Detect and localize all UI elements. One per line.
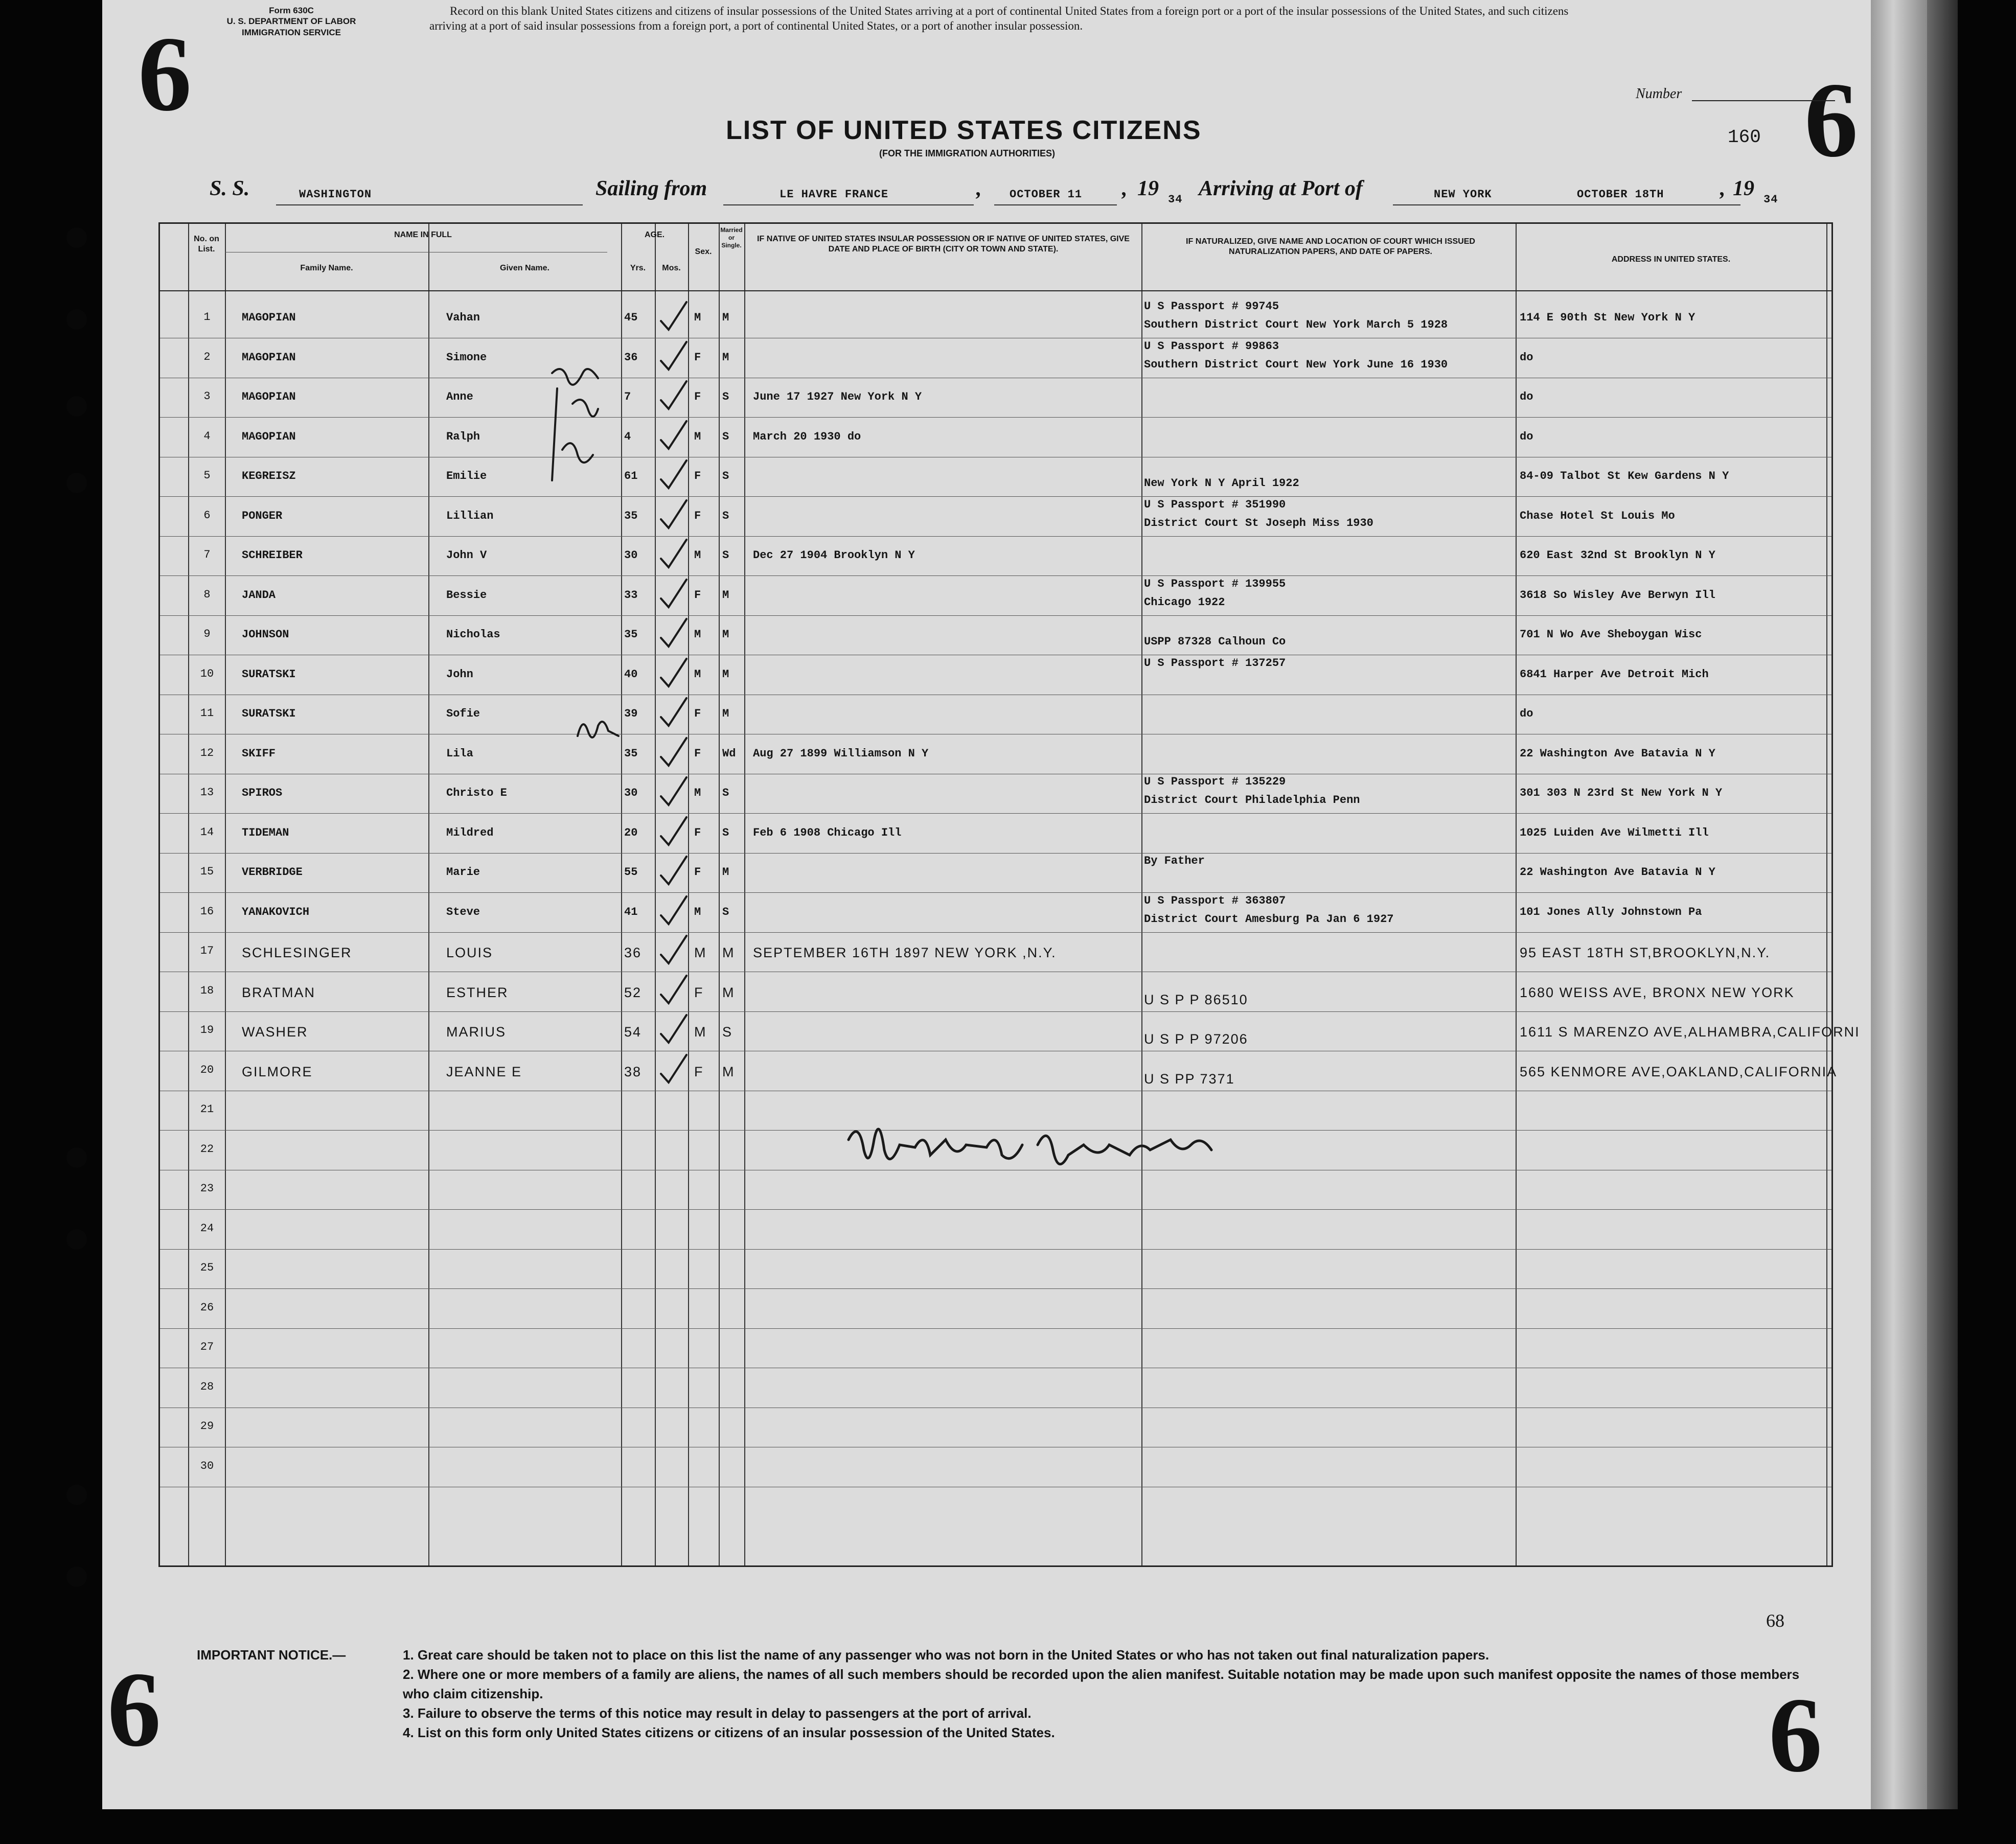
sex-cell: F [694, 509, 701, 522]
given-name-cell: Lillian [446, 509, 494, 522]
age-years-cell: 38 [624, 1064, 642, 1079]
age-years-cell: 35 [624, 747, 638, 760]
check-mark-icon [658, 813, 689, 849]
arrival-port: NEW YORK [1434, 188, 1492, 201]
address-cell: 6841 Harper Ave Detroit Mich [1520, 667, 1709, 681]
handwritten-note-wife [542, 358, 603, 491]
marital-status-cell: M [722, 588, 729, 602]
given-name-cell: John [446, 667, 473, 681]
row-number: 25 [200, 1261, 214, 1274]
row-number: 5 [203, 469, 211, 482]
address-cell: 701 N Wo Ave Sheboygan Wisc [1520, 628, 1702, 641]
sheet-edge-shadow [1927, 0, 1958, 1809]
department-name: U. S. DEPARTMENT OF LABOR [226, 16, 356, 27]
family-name-cell: TIDEMAN [242, 826, 289, 839]
binder-hole [66, 396, 87, 417]
page-subtitle: (FOR THE IMMIGRATION AUTHORITIES) [879, 148, 1055, 158]
family-name-cell: JANDA [242, 588, 276, 602]
marital-status-cell: S [722, 509, 729, 522]
corner-number-bottom-left: 6 [107, 1650, 161, 1769]
family-name-cell: GILMORE [242, 1064, 313, 1079]
birth-cell: Dec 27 1904 Brooklyn N Y [753, 549, 915, 562]
given-name-cell: Lila [446, 747, 473, 760]
age-years-cell: 61 [624, 470, 638, 482]
check-mark-icon [658, 852, 689, 888]
row-number: 11 [200, 707, 214, 720]
check-mark-icon [658, 694, 689, 730]
check-mark-icon [658, 496, 689, 532]
row-number: 16 [200, 905, 214, 918]
check-mark-icon [658, 972, 689, 1007]
form-preamble: Record on this blank United States citizens and citizens of insular possessions of the United States arriving at a port of continental United States from a foreign port or a port of the insular possessions of the United States, and such citizens arriving at a port of said insular possessions from a foreign port, a port of continental United States, or a port of another insular possession. [429, 5, 1569, 32]
row-number: 8 [203, 588, 211, 601]
column-divider [428, 224, 429, 1565]
corner-number-top-right: 6 [1804, 61, 1858, 179]
row-number: 18 [200, 984, 214, 997]
sex-cell: F [694, 747, 701, 760]
notice-heading: IMPORTANT NOTICE.— [197, 1647, 346, 1663]
ship-name: WASHINGTON [299, 188, 372, 201]
departure-port: LE HAVRE FRANCE [780, 188, 889, 201]
binder-hole [66, 1566, 87, 1587]
address-cell: 22 Washington Ave Batavia N Y [1520, 747, 1715, 760]
given-name-cell: ESTHER [446, 984, 509, 1000]
family-name-cell: MAGOPIAN [242, 390, 296, 403]
family-name-cell: SKIFF [242, 747, 276, 760]
binder-hole [66, 473, 87, 493]
marital-status-cell: S [722, 470, 729, 482]
address-cell: do [1520, 390, 1533, 403]
naturalization-cell: U S Passport # 99863 [1144, 339, 1279, 353]
naturalization-cell: By Father [1144, 855, 1205, 867]
family-name-cell: SCHREIBER [242, 549, 303, 562]
family-name-cell: SURATSKI [242, 707, 296, 720]
age-years-cell: 54 [624, 1024, 642, 1040]
departure-date: OCTOBER 11 [1010, 188, 1083, 201]
given-name-cell: Sofie [446, 707, 480, 720]
sex-cell: F [694, 1064, 704, 1079]
row-number: 29 [200, 1420, 214, 1433]
comma: , [1122, 177, 1128, 200]
age-years-cell: 52 [624, 984, 642, 1000]
arrival-date-line [1544, 204, 1725, 205]
row-rule [160, 417, 1831, 418]
year-prefix: 19 [1733, 177, 1754, 200]
number-label: Number [1636, 86, 1682, 102]
depart-date-line [994, 204, 1117, 205]
marital-status-cell: S [722, 549, 729, 562]
row-number: 6 [203, 509, 211, 522]
given-name-cell: Mildred [446, 826, 494, 839]
marital-status-cell: S [722, 430, 729, 443]
given-name-cell: Anne [446, 390, 473, 403]
address-cell: 1611 S MARENZO AVE,ALHAMBRA,CALIFORNI [1520, 1024, 1860, 1040]
sex-cell: M [694, 667, 701, 681]
address-cell: do [1520, 351, 1533, 364]
age-years-cell: 33 [624, 588, 638, 602]
corner-number-bottom-right: 6 [1769, 1676, 1822, 1794]
row-number: 17 [200, 944, 214, 957]
marital-status-cell: M [722, 984, 735, 1000]
family-name-cell: VERBRIDGE [242, 866, 303, 879]
check-mark-icon [658, 536, 689, 571]
given-name-cell: Bessie [446, 588, 487, 602]
naturalization-court-cell: District Court St Joseph Miss 1930 [1144, 516, 1373, 529]
row-rule [160, 575, 1831, 576]
given-name-cell: Nicholas [446, 628, 500, 641]
given-name-cell: Emilie [446, 470, 487, 482]
sex-cell: M [694, 1024, 707, 1040]
age-years-cell: 20 [624, 826, 638, 839]
row-number: 12 [200, 746, 214, 759]
marital-status-cell: M [722, 866, 729, 879]
check-mark-icon [658, 1051, 689, 1087]
form-identifier [215, 5, 368, 38]
check-mark-icon [658, 773, 689, 809]
check-mark-icon [658, 575, 689, 611]
passenger-table [158, 222, 1860, 1567]
number-field-line [1692, 100, 1835, 101]
sailing-from-label: Sailing from [595, 177, 707, 200]
marital-status-cell: Wd [722, 747, 736, 760]
row-number: 30 [200, 1459, 214, 1472]
row-number: 2 [203, 350, 211, 363]
address-cell: 565 KENMORE AVE,OAKLAND,CALIFORNIA [1520, 1064, 1838, 1079]
age-years-cell: 40 [624, 667, 638, 681]
family-name-cell: SURATSKI [242, 667, 296, 681]
naturalization-court-cell: U S P P 97206 [1144, 1031, 1248, 1047]
row-number: 10 [200, 667, 214, 680]
address-cell: 114 E 90th St New York N Y [1520, 311, 1696, 324]
family-name-cell: SCHLESINGER [242, 945, 352, 960]
notice-item: 3. Failure to observe the terms of this notice may result in delay to passengers at the port of arrival. [403, 1705, 1032, 1721]
given-name-cell: JEANNE E [446, 1064, 522, 1079]
marital-status-cell: M [722, 945, 735, 960]
corner-number-top-left: 6 [138, 15, 192, 133]
row-rule [160, 853, 1831, 854]
row-rule [160, 536, 1831, 537]
col-header-no: No. on List. [194, 235, 219, 253]
notice-item: 1. Great care should be taken not to place on this list the name of any passenger who was not born in the United States or who has not taken out final naturalization papers. [403, 1647, 1490, 1663]
row-rule [160, 496, 1831, 497]
check-mark-icon [658, 338, 689, 374]
naturalization-court-cell: USPP 87328 Calhoun Co [1144, 635, 1286, 648]
notice-item: 2. Where one or more members of a family are aliens, the names of all such members should be recorded upon the alien manifest. Suitable notation may be made upon such manifest opposite the names of those members who claim citizenship. [403, 1667, 1800, 1701]
naturalization-court-cell: U S P P 86510 [1144, 992, 1248, 1007]
binder-hole [66, 1147, 87, 1168]
check-mark-icon [658, 615, 689, 651]
sex-cell: M [694, 945, 707, 960]
row-number: 28 [200, 1380, 214, 1393]
age-years-cell: 55 [624, 866, 638, 879]
age-years-cell: 36 [624, 945, 642, 960]
binder-hole [66, 1485, 87, 1505]
sex-cell: M [694, 430, 701, 443]
marital-status-cell: M [722, 667, 729, 681]
family-name-cell: KEGREISZ [242, 470, 296, 482]
notice-item: 4. List on this form only United States citizens or citizens of an insular possession of the United States. [403, 1725, 1055, 1740]
naturalization-cell: U S Passport # 135229 [1144, 775, 1286, 788]
column-divider [719, 224, 720, 1565]
row-number: 4 [203, 429, 211, 443]
family-name-cell: JOHNSON [242, 628, 289, 641]
binder-hole [66, 227, 87, 248]
col-header-given-name: Given Name. [500, 264, 549, 272]
naturalization-cell: U S Passport # 139955 [1144, 577, 1286, 590]
sex-cell: F [694, 351, 701, 364]
naturalization-cell: U S Passport # 99745 [1144, 300, 1279, 313]
handwritten-note-row11 [572, 710, 624, 746]
birth-cell: June 17 1927 New York N Y [753, 390, 922, 403]
age-years-cell: 45 [624, 311, 638, 324]
binder-hole [66, 309, 87, 330]
given-name-cell: Vahan [446, 311, 480, 324]
address-cell: 620 East 32nd St Brooklyn N Y [1520, 549, 1715, 562]
from-port-line [723, 204, 974, 205]
sex-cell: M [694, 905, 701, 918]
row-number: 3 [203, 390, 211, 403]
family-name-cell: MAGOPIAN [242, 311, 296, 324]
sex-cell: M [694, 549, 701, 562]
row-number: 9 [203, 628, 211, 640]
naturalization-cell: U S Passport # 351990 [1144, 498, 1286, 511]
address-cell: 84-09 Talbot St Kew Gardens N Y [1520, 470, 1729, 482]
given-name-cell: Christo E [446, 787, 507, 799]
family-name-cell: WASHER [242, 1024, 308, 1040]
row-number: 24 [200, 1221, 214, 1235]
sex-cell: F [694, 390, 701, 403]
naturalization-court-cell: U S PP 7371 [1144, 1071, 1235, 1087]
marital-status-cell: M [722, 707, 729, 720]
ss-label: S. S. [210, 177, 250, 200]
arriving-at-label: Arriving at Port of [1199, 177, 1363, 200]
col-header-married-single: Married or Single. [720, 226, 743, 249]
row-rule [160, 1328, 1831, 1329]
age-years-cell: 39 [624, 707, 638, 720]
naturalization-court-cell: Southern District Court New York June 16 1930 [1144, 358, 1448, 371]
check-mark-icon [658, 377, 689, 413]
binder-hole [66, 1229, 87, 1250]
naturalization-court-cell: Southern District Court New York March 5 1928 [1144, 318, 1448, 331]
column-divider [1141, 224, 1142, 1565]
marital-status-cell: S [722, 787, 729, 799]
column-divider [621, 224, 622, 1565]
row-number: 14 [200, 825, 214, 839]
service-name: IMMIGRATION SERVICE [242, 27, 341, 37]
age-years-cell: 41 [624, 905, 638, 918]
col-header-mos: Mos. [662, 264, 681, 272]
address-cell: 3618 So Wisley Ave Berwyn Ill [1520, 588, 1715, 602]
sex-cell: M [694, 628, 701, 641]
naturalization-court-cell: New York N Y April 1922 [1144, 477, 1299, 490]
col-header-age: AGE. [644, 230, 665, 239]
given-name-cell: LOUIS [446, 945, 493, 960]
family-name-cell: PONGER [242, 509, 283, 522]
marital-status-cell: S [722, 1024, 733, 1040]
sex-cell: F [694, 984, 704, 1000]
sex-cell: M [694, 787, 701, 799]
column-divider [744, 224, 745, 1565]
col-header-address: ADDRESS IN UNITED STATES. [1611, 255, 1731, 264]
address-cell: 22 Washington Ave Batavia N Y [1520, 866, 1715, 879]
check-mark-icon [658, 932, 689, 967]
address-cell: do [1520, 707, 1533, 720]
naturalization-court-cell: District Court Philadelphia Penn [1144, 794, 1360, 806]
address-cell: 1680 WEISS AVE, BRONX NEW YORK [1520, 984, 1795, 1000]
column-divider [225, 224, 226, 1565]
inspector-signature [843, 1109, 1227, 1181]
header-bottom-rule [160, 290, 1831, 291]
list-number: 160 [1728, 127, 1761, 148]
age-years-cell: 4 [624, 430, 631, 443]
naturalization-cell: U S Passport # 137257 [1144, 656, 1286, 670]
col-header-yrs: Yrs. [630, 264, 646, 272]
marital-status-cell: M [722, 1064, 735, 1079]
arrival-year: 34 [1763, 193, 1778, 206]
row-rule [160, 1249, 1831, 1250]
column-divider [1516, 224, 1517, 1565]
marital-status-cell: S [722, 905, 729, 918]
age-years-cell: 35 [624, 628, 638, 641]
check-mark-icon [658, 734, 689, 770]
col-header-sex: Sex. [695, 247, 712, 256]
sheet-edge [1871, 0, 1927, 1809]
given-name-cell: Simone [446, 351, 487, 364]
row-rule [160, 932, 1831, 933]
row-number: 1 [203, 311, 211, 324]
row-rule [160, 1011, 1831, 1012]
row-rule [160, 892, 1831, 893]
marital-status-cell: S [722, 390, 729, 403]
family-name-cell: MAGOPIAN [242, 351, 296, 364]
sex-cell: F [694, 866, 701, 879]
row-rule [160, 1288, 1831, 1289]
birth-cell: SEPTEMBER 16TH 1897 NEW YORK ,N.Y. [753, 945, 1057, 960]
row-number: 22 [200, 1142, 214, 1156]
age-years-cell: 30 [624, 787, 638, 799]
col-header-birth: IF NATIVE OF UNITED STATES INSULAR POSSESSION OR IF NATIVE OF UNITED STATES, GIVE DATE AND PLACE OF BIRTH (CITY OR TOWN AND STATE). [757, 235, 1130, 253]
row-number: 26 [200, 1301, 214, 1314]
address-cell: 1025 Luiden Ave Wilmetti Ill [1520, 826, 1709, 839]
naturalization-court-cell: District Court Amesburg Pa Jan 6 1927 [1144, 912, 1394, 926]
age-years-cell: 7 [624, 390, 631, 403]
sex-cell: F [694, 470, 701, 482]
row-rule [160, 1209, 1831, 1210]
row-number: 13 [200, 786, 214, 799]
arrival-date: OCTOBER 18TH [1577, 188, 1664, 201]
year-prefix: 19 [1137, 177, 1159, 200]
age-years-cell: 35 [624, 509, 638, 522]
birth-cell: March 20 1930 do [753, 430, 861, 443]
check-mark-icon [658, 1011, 689, 1047]
marital-status-cell: M [722, 311, 729, 324]
family-name-cell: YANAKOVICH [242, 905, 310, 918]
page-title: LIST OF UNITED STATES CITIZENS [726, 116, 1202, 145]
given-name-cell: MARIUS [446, 1024, 507, 1040]
comma: , [1720, 177, 1726, 200]
page-number: 68 [1766, 1610, 1784, 1631]
given-name-cell: Steve [446, 905, 480, 918]
departure-year: 34 [1168, 193, 1183, 206]
sex-cell: M [694, 311, 701, 324]
family-name-cell: BRATMAN [242, 984, 316, 1000]
family-name-cell: MAGOPIAN [242, 430, 296, 443]
check-mark-icon [658, 456, 689, 492]
naturalization-cell: U S Passport # 363807 [1144, 894, 1286, 907]
col-header-name-in-full: NAME IN FULL [394, 230, 452, 239]
address-cell: do [1520, 430, 1533, 443]
given-name-cell: John V [446, 549, 487, 562]
marital-status-cell: M [722, 351, 729, 364]
column-divider [655, 224, 656, 1565]
row-rule [160, 813, 1831, 814]
row-rule [160, 615, 1831, 616]
col-header-naturalized: IF NATURALIZED, GIVE NAME AND LOCATION OF COURT WHICH ISSUED NATURALIZATION PAPERS, AND DATE OF PAPERS. [1186, 237, 1475, 256]
marital-status-cell: S [722, 826, 729, 839]
birth-cell: Feb 6 1908 Chicago Ill [753, 826, 902, 839]
row-number: 7 [203, 548, 211, 561]
marital-status-cell: M [722, 628, 729, 641]
age-years-cell: 36 [624, 351, 638, 364]
row-number: 15 [200, 865, 214, 878]
sex-cell: F [694, 707, 701, 720]
address-cell: Chase Hotel St Louis Mo [1520, 509, 1675, 522]
sex-cell: F [694, 588, 701, 602]
comma: , [976, 177, 982, 200]
check-mark-icon [658, 298, 689, 334]
row-number: 20 [200, 1063, 214, 1076]
check-mark-icon [658, 655, 689, 690]
address-cell: 101 Jones Ally Johnstown Pa [1520, 905, 1702, 918]
check-mark-icon [658, 892, 689, 928]
given-name-cell: Marie [446, 866, 480, 879]
address-cell: 95 EAST 18TH ST,BROOKLYN,N.Y. [1520, 945, 1771, 960]
row-number: 19 [200, 1024, 214, 1036]
family-name-cell: SPIROS [242, 787, 283, 799]
given-name-cell: Ralph [446, 430, 480, 443]
age-years-cell: 30 [624, 549, 638, 562]
form-number: Form 630C [269, 6, 314, 15]
row-number: 21 [200, 1103, 214, 1116]
ship-line [276, 204, 583, 205]
col-header-family-name: Family Name. [300, 264, 353, 272]
naturalization-court-cell: Chicago 1922 [1144, 595, 1225, 609]
check-mark-icon [658, 417, 689, 453]
address-cell: 301 303 N 23rd St New York N Y [1520, 787, 1723, 799]
column-divider [188, 224, 189, 1565]
row-number: 23 [200, 1182, 214, 1195]
row-number: 27 [200, 1341, 214, 1353]
column-divider [1826, 224, 1827, 1565]
sex-cell: F [694, 826, 701, 839]
birth-cell: Aug 27 1899 Williamson N Y [753, 747, 929, 760]
